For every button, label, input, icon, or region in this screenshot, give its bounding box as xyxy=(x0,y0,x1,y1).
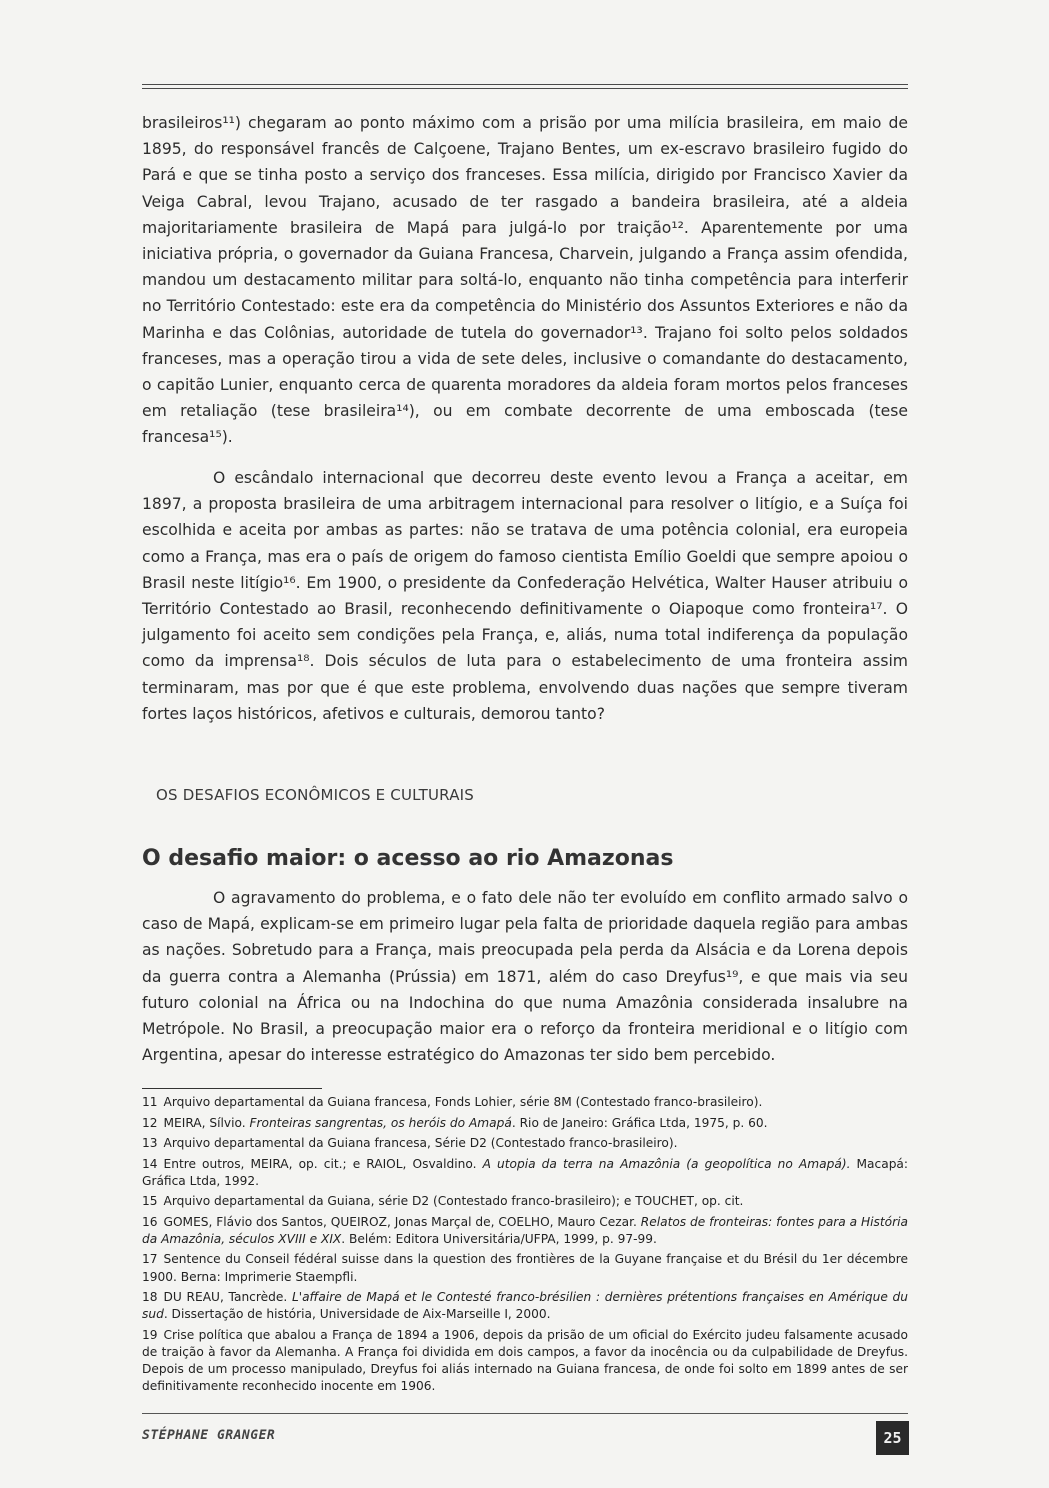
author-name: STÉPHANE GRANGER xyxy=(142,1428,276,1443)
footnote-16: 16 GOMES, Flávio dos Santos, QUEIROZ, Jonas Marçal de, COELHO, Mauro Cezar. Relatos de fronteiras: fontes para a História da Amazônia, séculos XVIII e XIX. Belém: Editora Universitária/UFPA, 1999, p. 97-99. xyxy=(142,1214,908,1246)
footnotes-list xyxy=(142,1094,908,1399)
section-label: OS DESAFIOS ECONÔMICOS E CULTURAIS xyxy=(156,786,475,804)
footnote-18: 18 DU REAU, Tancrède. L'affaire de Mapá et le Contesté franco-brésilien : dernières prétentions françaises en Amérique du sud. Dissertação de história, Universidade de Aix-Marseille I, 2000. xyxy=(142,1290,908,1322)
paragraph-3: O agravamento do problema, e o fato dele não ter evoluído em conflito armado salvo o caso de Mapá, explicam-se em primeiro lugar pela falta de prioridade daquela região para ambas as nações. Sobretudo para a França, mais preocupada pela perda da Alsácia e da Lorena depois da guerra contra a Alemanha (Prússia) em 1871, além do caso Dreyfus¹⁹, e que mais via seu futuro colonial na África ou na Indochina do que numa Amazônia considerada insalubre na Metrópole. No Brasil, a preocupação maior era o reforço da fronteira meridional e o litígio com Argentina, apesar do interesse estratégico do Amazonas ter sido bem percebido. xyxy=(142,889,908,1065)
page-number: 25 xyxy=(876,1421,909,1455)
footer-rule xyxy=(142,1413,908,1414)
footnote-separator xyxy=(142,1088,322,1089)
footnote-12: 12 MEIRA, Sílvio. Fronteiras sangrentas, os heróis do Amapá. Rio de Janeiro: Gráfica Ltda, 1975, p. 60. xyxy=(142,1115,768,1130)
section-heading: O desafio maior: o acesso ao rio Amazonas xyxy=(142,846,674,871)
footnote-17: 17 Sentence du Conseil fédéral suisse dans la question des frontières de la Guyane française et du Brésil du 1er décembre 1900. Berna: Imprimerie Staempfli. xyxy=(142,1252,908,1284)
footnote-14: 14 Entre outros, MEIRA, op. cit.; e RAIOL, Osvaldino. A utopia da terra na Amazônia (a geopolítica no Amapá). Macapá: Gráfica Ltda, 1992. xyxy=(142,1156,909,1188)
header-rule-top xyxy=(142,84,908,85)
footnote-15: 15 Arquivo departamental da Guiana, série D2 (Contestado franco-brasileiro); e TOUCHET, op. cit. xyxy=(142,1194,744,1209)
footnote-13: 13 Arquivo departamental da Guiana francesa, Série D2 (Contestado franco-brasileiro). xyxy=(142,1136,678,1150)
footnote-19: 19 Crise política que abalou a França de 1894 a 1906, depois da prisão de um oficial do Exército judeu falsamente acusado de traição à favor da Alemanha. A França foi dividida em dois campos, a favor da inocência ou da culpabilidade de Dreyfus. Depois de um processo manipulado, Dreyfus foi aliás internado na Guiana francesa, de onde foi solto em 1899 antes de ser definitivamente reconhecido inocente em 1906. xyxy=(142,1327,908,1394)
paragraph-2: O escândalo internacional que decorreu deste evento levou a França a aceitar, em 1897, a proposta brasileira de uma arbitragem internacional para resolver o litígio, e a Suíça foi escolhida e aceita por ambas as partes: não se tratava de uma potência colonial, era europeia como a França, mas era o país de origem do famoso cientista Emílio Goeldi que sempre apoiou o Brasil neste litígio¹⁶. Em 1900, o presidente da Confederação Helvética, Walter Hauser atribuiu o Território Contestado ao Brasil, reconhecendo definitivamente o Oiapoque como fronteira¹⁷. O julgamento foi aceito sem condições pela França, e, aliás, numa total indiferença da população como da imprensa¹⁸. Dois séculos de luta para o estabelecimento de uma fronteira assim terminaram, mas por que é que este problema, envolvendo duas nações que sempre tiveram fortes laços históricos, afetivos e culturais, demorou tanto? xyxy=(142,469,908,723)
header-rule-bottom xyxy=(142,88,908,89)
footnote-11: 11 Arquivo departamental da Guiana francesa, Fonds Lohier, série 8M (Contestado franco-brasileiro). xyxy=(142,1095,763,1109)
paragraph-1: brasileiros¹¹) chegaram ao ponto máximo com a prisão por uma milícia brasileira, em maio de 1895, do responsável francês de Calçoene, Trajano Bentes, um ex-escravo brasileiro fugido do Pará e que se tinha posto a serviço dos franceses. Essa milícia, dirigido por Francisco Xavier da Veiga Cabral, levou Trajano, acusado de ter rasgado a bandeira brasileira, até a aldeia majoritariamente brasileira de Mapá para julgá-lo por traição¹². Aparentemente por uma iniciativa própria, o governador da Guiana Francesa, Charvein, julgando a França assim ofendida, mandou um destacamento militar para soltá-lo, enquanto não tinha competência para interferir no Território Contestado: este era da competência do Ministério dos Assuntos Exteriores e não da Marinha e das Colônias, autoridade de tutela do governador¹³. Trajano foi solto pelos soldados franceses, mas a operação tirou a vida de sete deles, inclusive o comandante do destacamento, o capitão Lunier, enquanto cerca de quarenta moradores da aldeia foram mortos pelos franceses em retaliação (tese brasileira¹⁴), ou em combate decorrente de uma emboscada (tese francesa¹⁵). xyxy=(142,114,908,447)
